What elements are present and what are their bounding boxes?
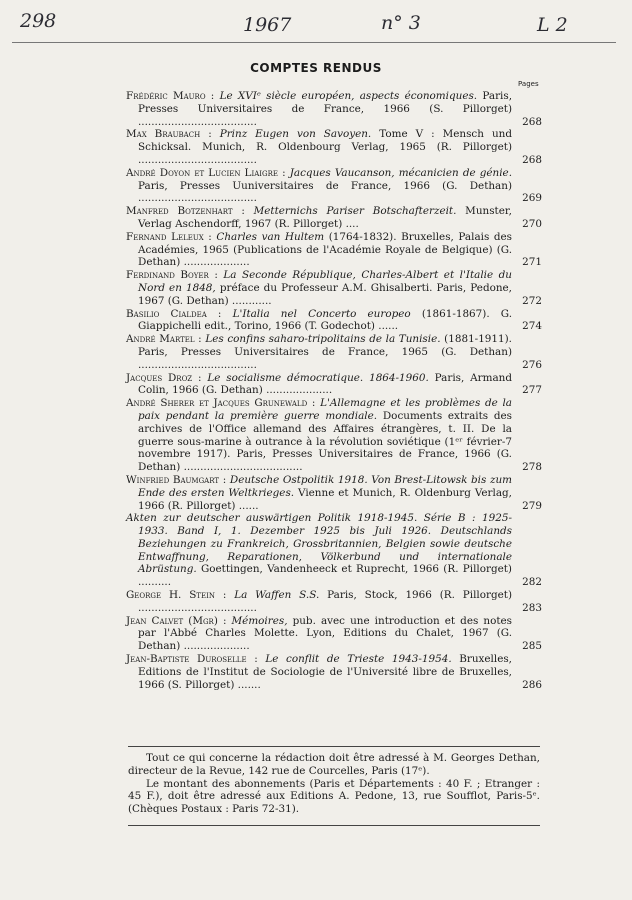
entry-page: 277 xyxy=(522,384,542,397)
entry-author: Winfried Baumgart xyxy=(126,473,220,486)
entry-details: Bruxelles, Editions de l'Institut de Sociologie de l'Université libre de Bruxelles, 1966 (S. Pillorget) ....... xyxy=(138,653,512,691)
entry-page: 276 xyxy=(522,358,542,371)
entry-author: Jacques Droz xyxy=(126,371,193,384)
handwritten-note-code: L 2 xyxy=(537,14,568,36)
entry-title: Jacques Vaucanson, mécanicien de génie. xyxy=(289,166,513,179)
entry-page: 268 xyxy=(522,115,542,128)
entry-author: Jean-Baptiste Duroselle xyxy=(126,653,247,666)
entry-page: 282 xyxy=(522,576,542,589)
entry-details: pub. avec une introduction et des notes par l'Abbé Charles Molette. Lyon, Editions du Chalet, 1967 (G. Dethan) .................... xyxy=(138,614,512,653)
entry-title: L'Italia nel Concerto europeo xyxy=(232,307,411,320)
entry-title: La Waffen S.S. xyxy=(234,589,320,602)
entry-title: Charles van Hultem xyxy=(216,230,325,243)
entry-author: Basilio Cialdea xyxy=(126,307,207,320)
handwritten-note-number: 298 xyxy=(20,10,57,32)
footer-subscription-paragraph: Le montant des abonnements (Paris et Départements : 40 F. ; Etranger : 45 F.), doit être adressé aux Editions A. Pedone, 13, rue Soufflot, Paris-5ᵉ. (Chèques Postaux : Paris 72-31). xyxy=(128,777,540,816)
entry-title: Akten zur deutscher auswärtigen Politik 1918-1945. Série B : 1925-1933. Band I, 1. Dezember 1925 bis Juli 1926. Deutschlands Beziehungen zu Frankreich, Grossbritannien, Belgien sowie deutsche Entwaffnung, Reparationen, Völkerbund und internationale Abrüstung. xyxy=(126,512,512,576)
entry-author: André Sherer et Jacques Grunewald xyxy=(126,397,308,410)
entry-page: 274 xyxy=(522,320,542,333)
entry-page: 268 xyxy=(522,153,542,166)
entry-page: 285 xyxy=(522,640,542,653)
review-entry: Ferdinand Boyer : La Seconde République, Charles-Albert et l'Italie du Nord en 1848, préface du Professeur A.M. Ghisalberti. Paris, Pedone, 1967 (G. Dethan) ............ 272 xyxy=(126,269,542,307)
entry-details: Documents extraits des archives de l'Office allemand des Affaires étrangères, t. II. De la guerre sous-marine à outrance à la révolution soviétique (1ᵉʳ février-7 novembre 1917). Paris, Presses Universitaires de France, 1966 (G. Dethan) .................................... xyxy=(138,409,512,474)
entry-details: Paris, Armand Colin, 1966 (G. Dethan) .................... xyxy=(138,371,512,397)
entry-title: Le XVIᵉ siècle européen, aspects économiques. xyxy=(219,90,478,102)
entry-author: André Doyon et Lucien Liaigre xyxy=(126,166,279,179)
footer-divider-top xyxy=(128,746,540,747)
entry-author: George H. Stein xyxy=(126,589,215,602)
review-list xyxy=(126,90,542,691)
entry-author: Max Braubach xyxy=(126,128,201,141)
entry-page: 278 xyxy=(522,461,542,474)
entry-title: Le socialisme démocratique. 1864-1960. xyxy=(207,371,429,384)
pages-column-label: Pages xyxy=(518,80,539,88)
entry-details: préface du Professeur A.M. Ghisalberti. Paris, Pedone, 1967 (G. Dethan) ............ xyxy=(138,281,512,307)
review-entry: André Martel : Les confins saharo-tripolitains de la Tunisie. (1881-1911). Paris, Presses Universitaires de France, 1965 (G. Dethan) .................................... 276 xyxy=(126,333,542,371)
entry-details: Paris, Presses Universitaires de France, 1966 (S. Pillorget) .................................... xyxy=(138,90,512,128)
review-entry: Jean Calvet (Mgr) : Mémoires, pub. avec une introduction et des notes par l'Abbé Charles Molette. Lyon, Editions du Chalet, 1967 (G. Dethan) .................... 285 xyxy=(126,614,542,653)
review-entry: Winfried Baumgart : Deutsche Ostpolitik 1918. Von Brest-Litowsk bis zum Ende des ersten Weltkrieges. Vienne et Munich, R. Oldenburg Verlag, 1966 (R. Pillorget) ...... 279 xyxy=(126,473,542,512)
review-entry: Fernand Leleux : Charles van Hultem (1764-1832). Bruxelles, Palais des Académies, 1965 (Publications de l'Académie Royale de Belgique) (G. Dethan) .................... 271 xyxy=(126,230,542,269)
review-entry: Max Braubach : Prinz Eugen von Savoyen. Tome V : Mensch und Schicksal. Munich, R. Oldenbourg Verlag, 1965 (R. Pillorget) .................................... 268 xyxy=(126,128,542,166)
review-entry: Basilio Cialdea : L'Italia nel Concerto europeo (1861-1867). G. Giappichelli edit., Torino, 1966 (T. Godechot) ...... 274 xyxy=(126,307,542,333)
review-entry: Frédéric Mauro : Le XVIᵉ siècle européen, aspects économiques. Paris, Presses Universitaires de France, 1966 (S. Pillorget) .................................... 268 xyxy=(126,90,542,128)
entry-title: Deutsche Ostpolitik 1918. Von Brest-Litowsk bis zum Ende des ersten Weltkrieges. xyxy=(138,473,512,499)
entry-page: 270 xyxy=(522,217,542,230)
entry-details: (1881-1911). Paris, Presses Universitaires de France, 1965 (G. Dethan) .................................... xyxy=(138,333,512,371)
review-entry: André Sherer et Jacques Grunewald : L'Allemagne et les problèmes de la paix pendant la première guerre mondiale. Documents extraits des archives de l'Office allemand des Affaires étrangères, t. II. De la guerre sous-marine à outrance à la révolution soviétique (1ᵉʳ février-7 novembre 1917). Paris, Presses Universitaires de France, 1966 (G. Dethan) .................................... 278 xyxy=(126,397,542,474)
entry-page: 283 xyxy=(522,601,542,614)
review-entry: Manfred Botzenhart : Metternichs Pariser Botschafterzeit. Munster, Verlag Aschendorff, 1967 (R. Pillorget) .... 270 xyxy=(126,205,542,230)
entry-title: Les confins saharo-tripolitains de la Tunisie. xyxy=(205,333,441,346)
entry-details: Vienne et Munich, R. Oldenburg Verlag, 1966 (R. Pillorget) ...... xyxy=(138,486,512,512)
review-entry: George H. Stein : La Waffen S.S. Paris, Stock, 1966 (R. Pillorget) .................................... 283 xyxy=(126,589,542,614)
entry-details: Paris, Stock, 1966 (R. Pillorget) .................................... xyxy=(138,589,512,614)
review-entry: André Doyon et Lucien Liaigre : Jacques Vaucanson, mécanicien de génie. Paris, Presses Uuniversitaires de France, 1966 (G. Dethan) .................................... 269 xyxy=(126,166,542,205)
footer-notice xyxy=(128,752,540,816)
entry-author: Jean Calvet (Mgr) xyxy=(126,614,218,627)
footer-divider-bottom xyxy=(128,825,540,826)
entry-title: L'Allemagne et les problèmes de la paix pendant la première guerre mondiale. xyxy=(138,397,513,422)
entry-details: Munster, Verlag Aschendorff, 1967 (R. Pillorget) .... xyxy=(138,205,512,230)
entry-details: Paris, Presses Uuniversitaires de France, 1966 (G. Dethan) .................................... xyxy=(138,179,512,205)
handwritten-note-issue: n° 3 xyxy=(381,12,421,34)
entry-details: Goettingen, Vandenheeck et Ruprecht, 1966 (R. Pillorget) .......... xyxy=(138,563,512,589)
entry-author: Fernand Leleux xyxy=(126,230,204,243)
handwritten-note-year: 1967 xyxy=(243,14,292,36)
footer-editorial-paragraph: Tout ce qui concerne la rédaction doit être adressé à M. Georges Dethan, directeur de la Revue, 142 rue de Courcelles, Paris (17ᵉ). xyxy=(128,752,540,777)
review-entry: Jean-Baptiste Duroselle : Le conflit de Trieste 1943-1954. Bruxelles, Editions de l'Institut de Sociologie de l'Université libre de Bruxelles, 1966 (S. Pillorget) ....... 286 xyxy=(126,653,542,691)
entry-title: Mémoires, xyxy=(231,614,288,627)
top-divider xyxy=(12,42,616,43)
review-entry xyxy=(126,512,542,589)
entry-page: 271 xyxy=(522,256,542,269)
entry-title: Metternichs Pariser Botschafterzeit. xyxy=(253,205,457,218)
entry-details: (1764-1832). Bruxelles, Palais des Académies, 1965 (Publications de l'Académie Royale de Belgique) (G. Dethan) .................... xyxy=(138,230,513,269)
entry-page: 269 xyxy=(522,192,542,205)
entry-title: La Seconde République, Charles-Albert et l'Italie du Nord en 1848, xyxy=(138,269,512,294)
entry-title: Prinz Eugen von Savoyen. xyxy=(219,128,372,141)
entry-author: Ferdinand Boyer xyxy=(126,269,209,282)
page-title: COMPTES RENDUS xyxy=(250,61,382,75)
entry-details: (1861-1867). G. Giappichelli edit., Torino, 1966 (T. Godechot) ...... xyxy=(138,307,513,333)
entry-author: Frédéric Mauro xyxy=(126,90,206,102)
review-entry: Jacques Droz : Le socialisme démocratique. 1864-1960. Paris, Armand Colin, 1966 (G. Dethan) .................... 277 xyxy=(126,371,542,397)
entry-page: 286 xyxy=(522,678,542,691)
entry-details: Tome V : Mensch und Schicksal. Munich, R. Oldenbourg Verlag, 1965 (R. Pillorget) .................................... xyxy=(138,128,512,166)
entry-title: Le conflit de Trieste 1943-1954. xyxy=(265,653,452,666)
entry-author: André Martel xyxy=(126,333,195,346)
entry-page: 272 xyxy=(522,294,542,307)
entry-page: 279 xyxy=(522,499,542,512)
entry-author: Manfred Botzenhart xyxy=(126,205,233,218)
